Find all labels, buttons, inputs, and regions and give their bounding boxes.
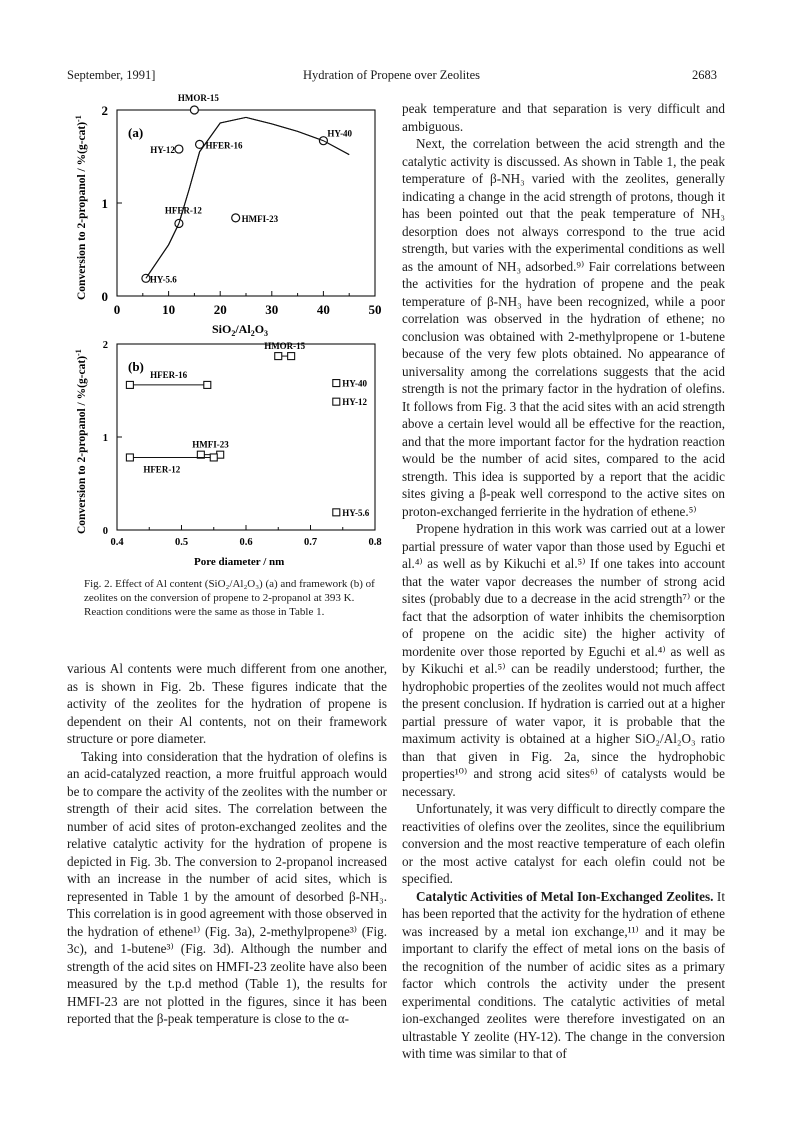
panel-a-curve <box>146 117 349 278</box>
panel-b-label: (b) <box>128 359 144 374</box>
x-tick-label: 10 <box>162 302 176 317</box>
data-point <box>126 454 133 461</box>
data-point-label: HY-5.6 <box>342 507 370 518</box>
panel-b-ticks <box>103 340 382 548</box>
paragraph: peak temperature and that separation is very difficult and ambiguous. <box>402 101 725 134</box>
data-point <box>333 509 340 516</box>
right-column <box>402 100 725 1063</box>
data-point <box>333 398 340 405</box>
header-center: Hydration of Propene over Zeolites <box>303 68 481 82</box>
panel-b-points <box>126 341 369 518</box>
data-point <box>142 274 150 282</box>
panel-a-label: (a) <box>128 125 144 140</box>
fit-curve <box>146 117 349 278</box>
data-point-label: HFER-16 <box>150 369 188 380</box>
data-point <box>288 353 295 360</box>
data-point-label: HMFI-23 <box>241 213 279 224</box>
paragraph: Next, the correlation between the acid strength and the catalytic activity is discussed. As shown in Table 1, the peak temperature of β-NH₃ varied with the zeolites, generally indicating a change in the acid strength of protons, though it has been pointed out that the peak temperature of NH₃ desorption does not always correspond to the true acid strength, but varies with the experimental conditions as well as the amount of NH₃ adsorbed.⁹⁾ Fair correlations between the activities for the hydration of propene and the peak temperature of β-NH₃ have been recognized, while a poor correlation was observed in the hydration of ethene; no conclusion was obtained with 2-methylpropene or 1-butene because of the very few plots obtained. No appearance of universality among the correlations suggests that the acid strength is not the primary factor in the hydration of olefins. It follows from Fig. 3 that the acid sites with an acid strength above a certain level would all be effective for the reaction, and that the more important factor for the hydration reaction would be the number of acid sites, compared to the acid strength. This idea is supported by a report that the acidic sites giving a β-peak well correspond to the active sites on proton-exchanged ferrierite in the hydration of ethene.⁵⁾ <box>402 136 725 519</box>
y-tick-label: 1 <box>101 196 108 211</box>
data-point <box>210 454 217 461</box>
data-point <box>175 145 183 153</box>
data-point-label: HY-12 <box>150 145 175 156</box>
data-point <box>275 353 282 360</box>
data-point-label: HY-40 <box>342 378 367 389</box>
panel-a-ylabel: Conversion to 2-propanol / $\%(g-cat)^{-1}$ <box>74 115 88 300</box>
data-point <box>190 106 198 114</box>
section-heading: Catalytic Activities of Metal Ion-Exchanged Zeolites. <box>416 888 714 904</box>
paragraph: Taking into consideration that the hydration of olefins is an acid-catalyzed reaction, a more fruitful approach would be to compare the activity of the zeolites with the number or strength of their acid sites. The correlation between the number of acid sites of proton-exchanged zeolites and the relative catalytic activity for the hydration of propene is depicted in Fig. 3b. The conversion to 2-propanol increased with an increase in the number of acid sites, which is represented in Table 1 by the amount of desorbed β-NH₃. This correlation is in good agreement with those observed in the hydration of ethene¹⁾ (Fig. 3a), 2-methylpropene³⁾ (Fig. 3c), and 1-butene³⁾ (Fig. 3d). Although the number and strength of the acid sites on HMFI-23 zeolite have also been measured by the t.p.d method (Table 1), the results for HMFI-23 are not plotted in the figures, since it has been reported that the β-peak temperature is close to the α- <box>67 748 387 1026</box>
data-point-label: HFER-12 <box>164 205 202 216</box>
y-tick-label: 1 <box>102 433 108 444</box>
figure-caption: Fig. 2. Effect of Al content (SiO₂/Al₂O₃) (a) and framework (b) of zeolites on the conversion of propene to 2-propanol at 393 K. Reaction conditions were the same as those in Table 1. <box>84 578 375 618</box>
y-tick-label: 0 <box>102 526 108 537</box>
data-point-label: HY-40 <box>327 128 353 139</box>
x-tick-label: 20 <box>213 302 227 317</box>
panel-b-xlabel: Pore diameter / nm <box>194 556 285 568</box>
data-point-label: HY-5.6 <box>149 274 177 285</box>
panel-a-xlabel: $SiO_2/Al_2O_3$ <box>212 322 269 338</box>
data-point <box>204 381 211 388</box>
figure-2 <box>62 93 392 570</box>
x-tick-label: 0.6 <box>239 537 253 548</box>
paragraph: Unfortunately, it was very difficult to directly compare the reactivities of olefins over the zeolites, since the equilibrium conversion and the most reactive temperature of each olefin or the most active catalyst for each olefin could not be specified. <box>402 801 725 886</box>
data-point <box>333 380 340 387</box>
paragraph <box>402 888 725 1063</box>
paragraph: Propene hydration in this work was carried out at a lower partial pressure of water vapor than those used by Eguchi et al.⁴⁾ as well as by Kikuchi et al.⁵⁾ If one takes into account that the water vapor decreases the number of strong acid sites (probably due to a decrease in the acid strength⁷⁾ or the fact that the adsorption of water inhibits the chemisorption of propene on the acidic site) the higher activity of mordenite over those reported by Eguchi et al.⁴⁾ as well as by Kikuchi et al.⁵⁾ can be readily understood; further, the hydrophobic properties of the zeolites would not much affect the present conclusion. If hydration is carried out at a higher partial pressure of water vapor, it is probable that the maximum activity is obtained at a higher SiO₂/Al₂O₃ ratio than that given in Fig. 2a, since the hydrophobic properties¹⁰⁾ and strong acid sites⁶⁾ of catalysts would be necessary. <box>402 521 725 799</box>
y-tick-label: 2 <box>101 103 108 118</box>
y-tick-label: 2 <box>102 340 108 351</box>
paragraph-text: It has been reported that the activity for the hydration of ethene was increased by a metal ion exchange,¹¹⁾ and it may be important to clarify the effect of metal ions on the basis of the recognition of the number of acidic sites as a primary factor which controls the activity under the present experimental conditions. The catalytic activities of metal ion-exchanged zeolites were therefore investigated on an ultrastable Y zeolite (HY-12). The change in the conversion with time was similar to that of <box>402 888 725 1061</box>
data-point-label: HFER-16 <box>205 140 243 151</box>
x-tick-label: 0.8 <box>368 537 382 548</box>
x-tick-label: 50 <box>368 302 382 317</box>
y-tick-label: 0 <box>101 289 108 304</box>
x-tick-label: 30 <box>265 302 279 317</box>
header-left: September, 1991] <box>67 68 156 82</box>
data-point-label: HFER-12 <box>143 464 181 475</box>
data-point-label: HMFI-23 <box>192 439 229 450</box>
data-point <box>126 381 133 388</box>
data-point-label: HMOR-15 <box>177 93 219 103</box>
header-page-number: 2683 <box>692 68 717 82</box>
x-tick-label: 40 <box>316 302 330 317</box>
data-point-label: HMOR-15 <box>264 341 306 352</box>
fit-curve-overlay <box>146 117 349 278</box>
x-tick-label: 0.7 <box>303 537 318 548</box>
panel-b-ylabel: Conversion to 2-propanol / $\%(g-cat)^{-1}$ <box>74 349 88 534</box>
panel-a-points <box>142 93 353 284</box>
paragraph: various Al contents were much different from one another, as is shown in Fig. 2b. These figures indicate that the activity of the zeolites for the hydration of propene is dependent on their Al contents, not on their framework structure or pore diameter. <box>67 661 387 746</box>
data-point <box>232 214 240 222</box>
data-point-label: HY-12 <box>342 397 367 408</box>
x-tick-label: 0.4 <box>110 537 124 548</box>
x-tick-label: 0.5 <box>174 537 189 548</box>
x-tick-label: 0 <box>113 302 121 317</box>
left-column <box>67 660 387 1028</box>
